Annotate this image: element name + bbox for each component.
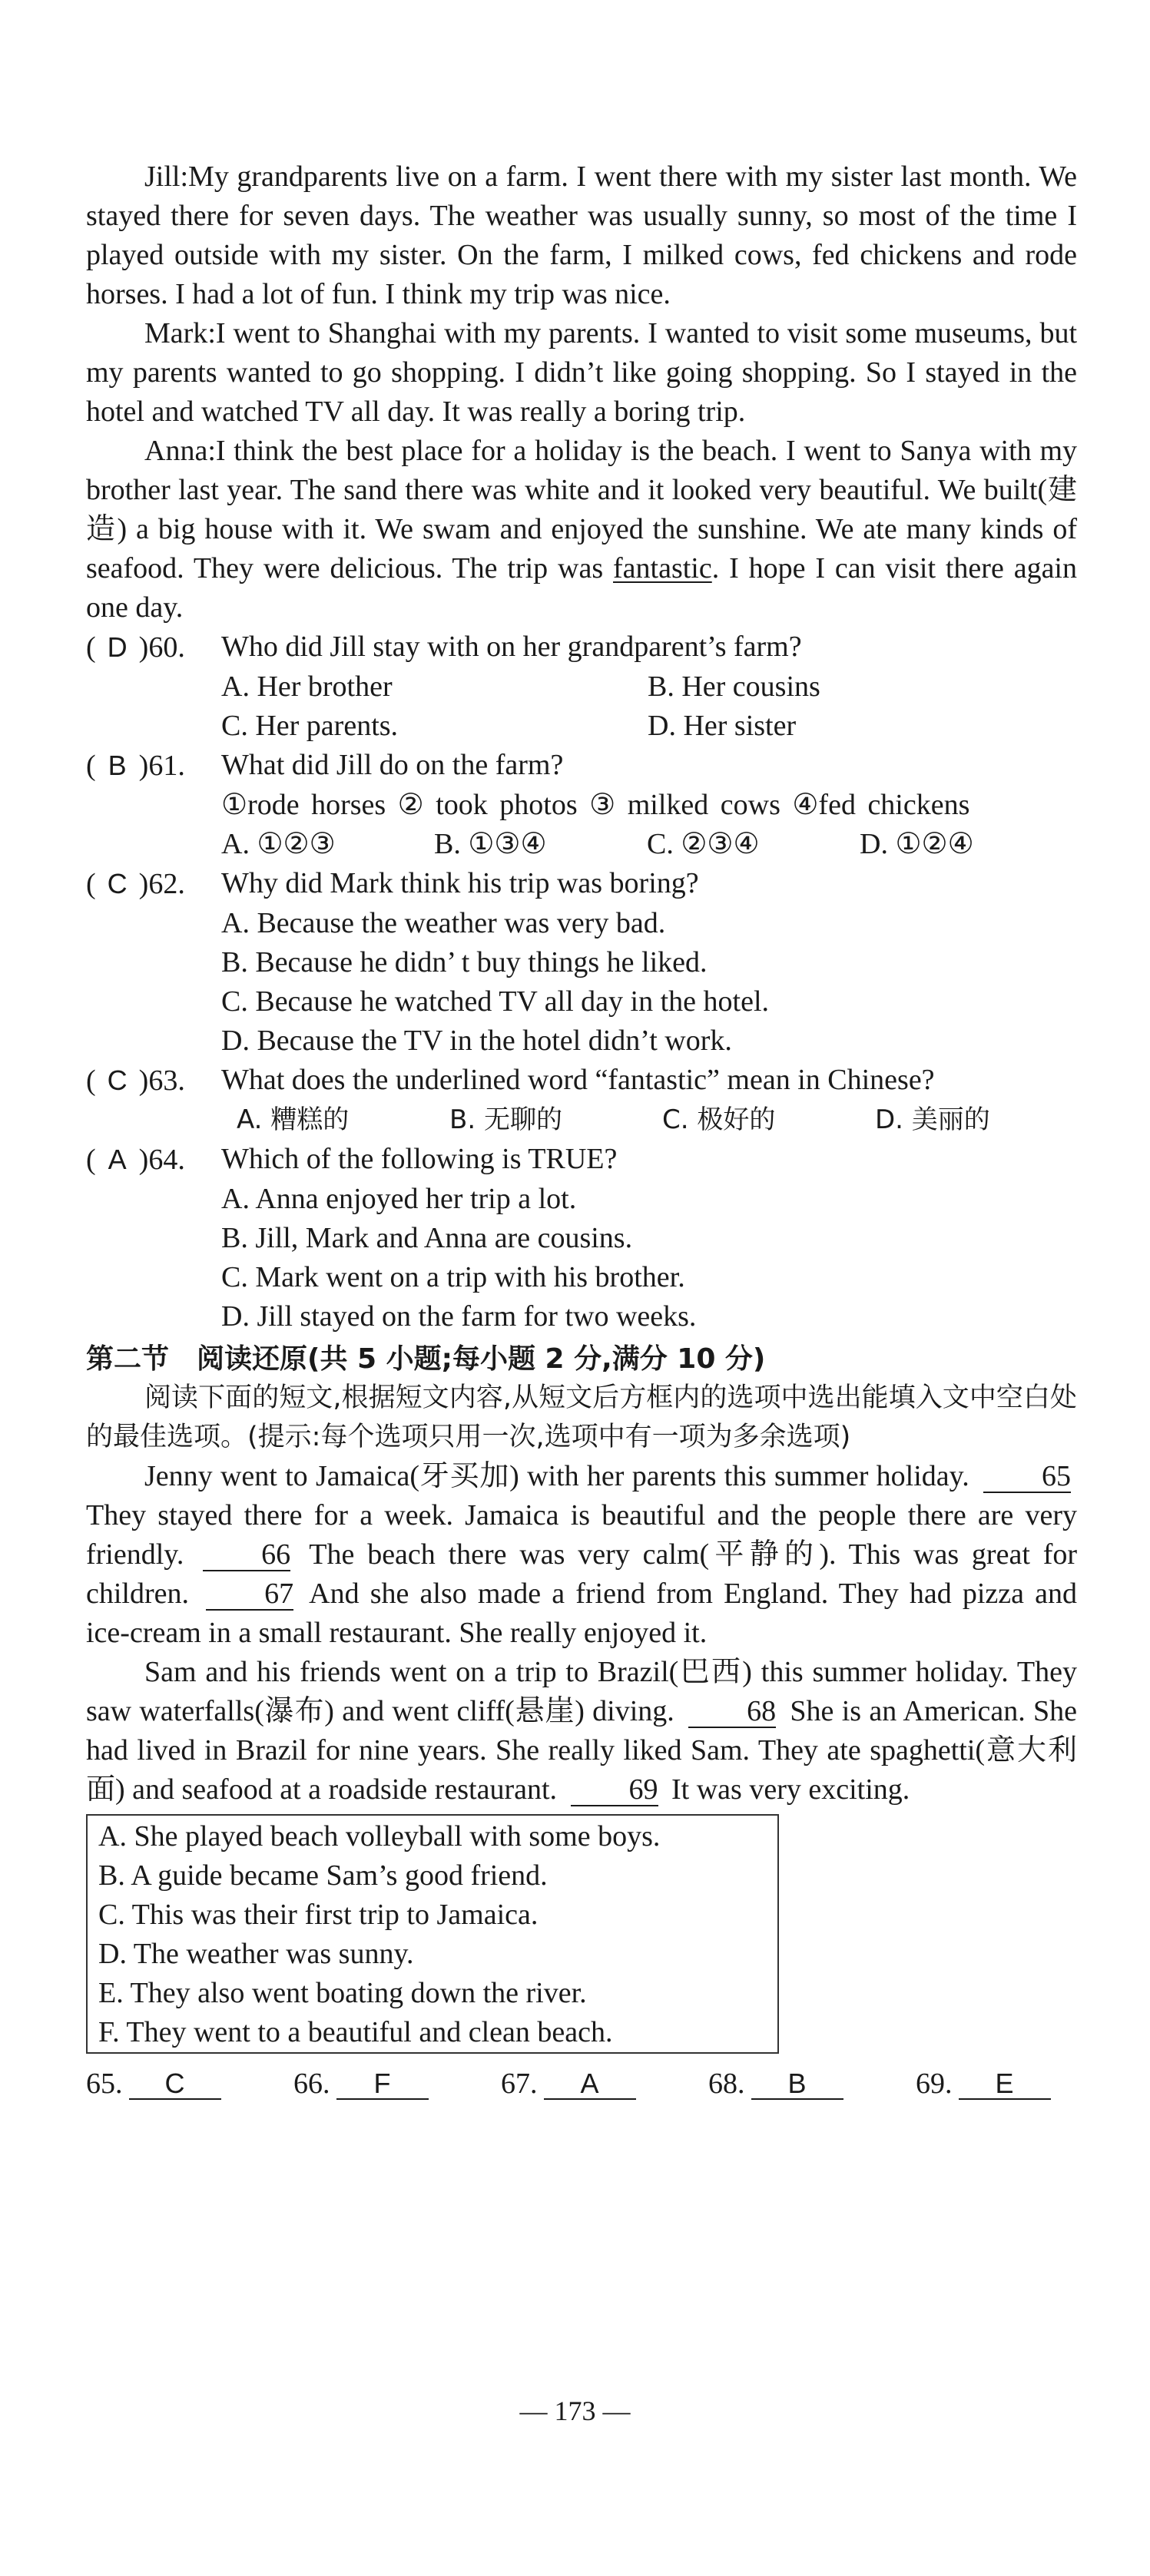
passage-anna: Anna:I think the best place for a holiday is the beach. I went to Sanya with my brother last year. The sand there was white and it looked very beautiful. We built(建造) a big house with it. We swam and enjoyed the sunshine. We ate many kinds of seafood. They were delicious. The trip was fantastic. I hope I can visit there again one day.	[86, 435, 1077, 624]
answer-67: 67. A	[501, 2064, 708, 2104]
speaker-mark: Mark	[144, 317, 208, 349]
option-b: B. 无聊的	[449, 1104, 562, 1135]
question-62: ( C )62. Why did Mark think his trip was boring? A. Because the weather was very bad. B. Because he didn’ t buy things he liked. C. Because he watched TV all day in the hotel. D. Because the TV in the hotel didn’t work.	[86, 864, 1077, 1061]
box-option-d: D. The weather was sunny.	[98, 1938, 414, 1970]
speaker-anna: Anna	[144, 435, 208, 467]
option-d: D. Because the TV in the hotel didn’t work.	[221, 1025, 732, 1057]
answer-61: B	[108, 750, 127, 781]
box-option-a: A. She played beach volleyball with some boys.	[98, 1820, 661, 1853]
option-d: D. ①②④	[860, 828, 974, 860]
answer-62: C	[107, 868, 128, 899]
answer-69: 69. E	[916, 2064, 1051, 2104]
option-c: C. Mark went on a trip with his brother.	[221, 1261, 685, 1293]
box-option-c: C. This was their first trip to Jamaica.	[98, 1899, 539, 1931]
speaker-jill: Jill	[144, 161, 181, 193]
section-instructions: 阅读下面的短文,根据短文内容,从短文后方框内的选项中选出能填入文中空白处的最佳选项。(提示:每个选项只用一次,选项中有一项为多余选项)	[86, 1382, 1077, 1452]
option-c: C. ②③④	[647, 828, 760, 860]
blank-66: 66	[203, 1539, 290, 1571]
answer-row	[86, 2064, 1077, 2104]
option-a: A. 糟糕的	[237, 1104, 350, 1135]
option-c: C. Because he watched TV all day in the hotel.	[221, 985, 770, 1018]
passage-mark: Mark:I went to Shanghai with my parents. I wanted to visit some museums, but my parents wanted to go shopping. I didn’t like going shopping. So I stayed in the hotel and watched TV all day. It was really a boring trip.	[86, 317, 1077, 428]
option-d: D. 美丽的	[875, 1104, 990, 1135]
option-b: B. Jill, Mark and Anna are cousins.	[221, 1222, 633, 1254]
option-a: A. Because the weather was very bad.	[221, 907, 666, 939]
option-c: C. 极好的	[662, 1104, 776, 1135]
question-text: Who did Jill stay with on her grandparent’s farm?	[221, 631, 802, 663]
passage-sam: Sam and his friends went on a trip to Brazil(巴西) this summer holiday. They saw waterfalls(瀑布) and went cliff(悬崖) diving. 68 She is an American. She had lived in Brazil for nine years. She really liked Sam. They ate spaghetti(意大利面) and seafood at a roadside restaurant. 69 It was very exciting.	[86, 1656, 1078, 1806]
options-box	[86, 1814, 779, 2054]
option-b: B. Her cousins	[648, 670, 820, 703]
blank-69: 69	[571, 1774, 658, 1806]
answer-60: D	[107, 631, 128, 663]
passage-jill: Jill:My grandparents live on a farm. I went there with my sister last month. We stayed there for seven days. The weather was usually sunny, so most of the time I played outside with my sister. On the farm, I milked cows, fed chickens and rode horses. I had a lot of fun. I think my trip was nice.	[86, 161, 1077, 310]
answer-63: C	[107, 1065, 128, 1096]
option-a: A. ①②③	[221, 828, 336, 860]
answer-66: 66. F	[293, 2064, 501, 2104]
option-a: A. Her brother	[221, 670, 393, 703]
blank-65: 65	[983, 1461, 1071, 1493]
question-text: Which of the following is TRUE?	[221, 1143, 618, 1175]
blank-68: 68	[688, 1696, 776, 1728]
box-option-e: E. They also went boating down the river.	[98, 1977, 587, 2009]
question-63: ( C )63. What does the underlined word “fantastic” mean in Chinese? A. 糟糕的 B. 无聊的 C. 极好的 D. 美丽的	[86, 1061, 1077, 1140]
option-c: C. Her parents.	[221, 710, 399, 742]
question-61: ( B )61. What did Jill do on the farm? ①rode horses ② took photos ③ milked cows ④fed chickens A. ①②③ B. ①③④ C. ②③④ D. ①②④	[86, 746, 1077, 864]
underlined-word: fantastic	[613, 552, 712, 584]
answer-68: 68. B	[708, 2064, 916, 2104]
option-b: B. ①③④	[434, 828, 547, 860]
question-text: What did Jill do on the farm?	[221, 749, 564, 781]
option-d: D. Her sister	[648, 710, 797, 742]
question-64: ( A )64. Which of the following is TRUE? A. Anna enjoyed her trip a lot. B. Jill, Mark and Anna are cousins. C. Mark went on a trip with his brother. D. Jill stayed on the farm for two weeks.	[86, 1140, 1077, 1336]
passage-jenny: Jenny went to Jamaica(牙买加) with her parents this summer holiday. 65They stayed there for a week. Jamaica is beautiful and the people there are very friendly. 66 The beach there was very calm(平静的). This was great for children. 67 And she also made a friend from England. They had pizza and ice-cream in a small restaurant. She really enjoyed it.	[86, 1460, 1078, 1649]
question-sub-items: ①rode horses ② took photos ③ milked cows ④fed chickens	[221, 789, 970, 821]
blank-67: 67	[206, 1578, 293, 1611]
option-d: D. Jill stayed on the farm for two weeks.	[221, 1300, 697, 1333]
answer-65: 65. C	[86, 2064, 293, 2104]
answer-64: A	[108, 1144, 127, 1175]
option-b: B. Because he didn’ t buy things he liked.	[221, 946, 708, 978]
question-text: What does the underlined word “fantastic” mean in Chinese?	[221, 1064, 935, 1096]
box-option-b: B. A guide became Sam’s good friend.	[98, 1859, 548, 1892]
section-heading: 第二节 阅读还原(共 5 小题;每小题 2 分,满分 10 分)	[86, 1343, 766, 1375]
page-number: — 173 —	[519, 2396, 631, 2426]
box-option-f: F. They went to a beautiful and clean beach.	[98, 2016, 613, 2048]
option-a: A. Anna enjoyed her trip a lot.	[221, 1183, 577, 1215]
question-60: ( D )60. Who did Jill stay with on her grandparent’s farm? A. Her brother B. Her cousins C. Her parents. D. Her sister	[86, 627, 1077, 746]
question-text: Why did Mark think his trip was boring?	[221, 867, 699, 899]
